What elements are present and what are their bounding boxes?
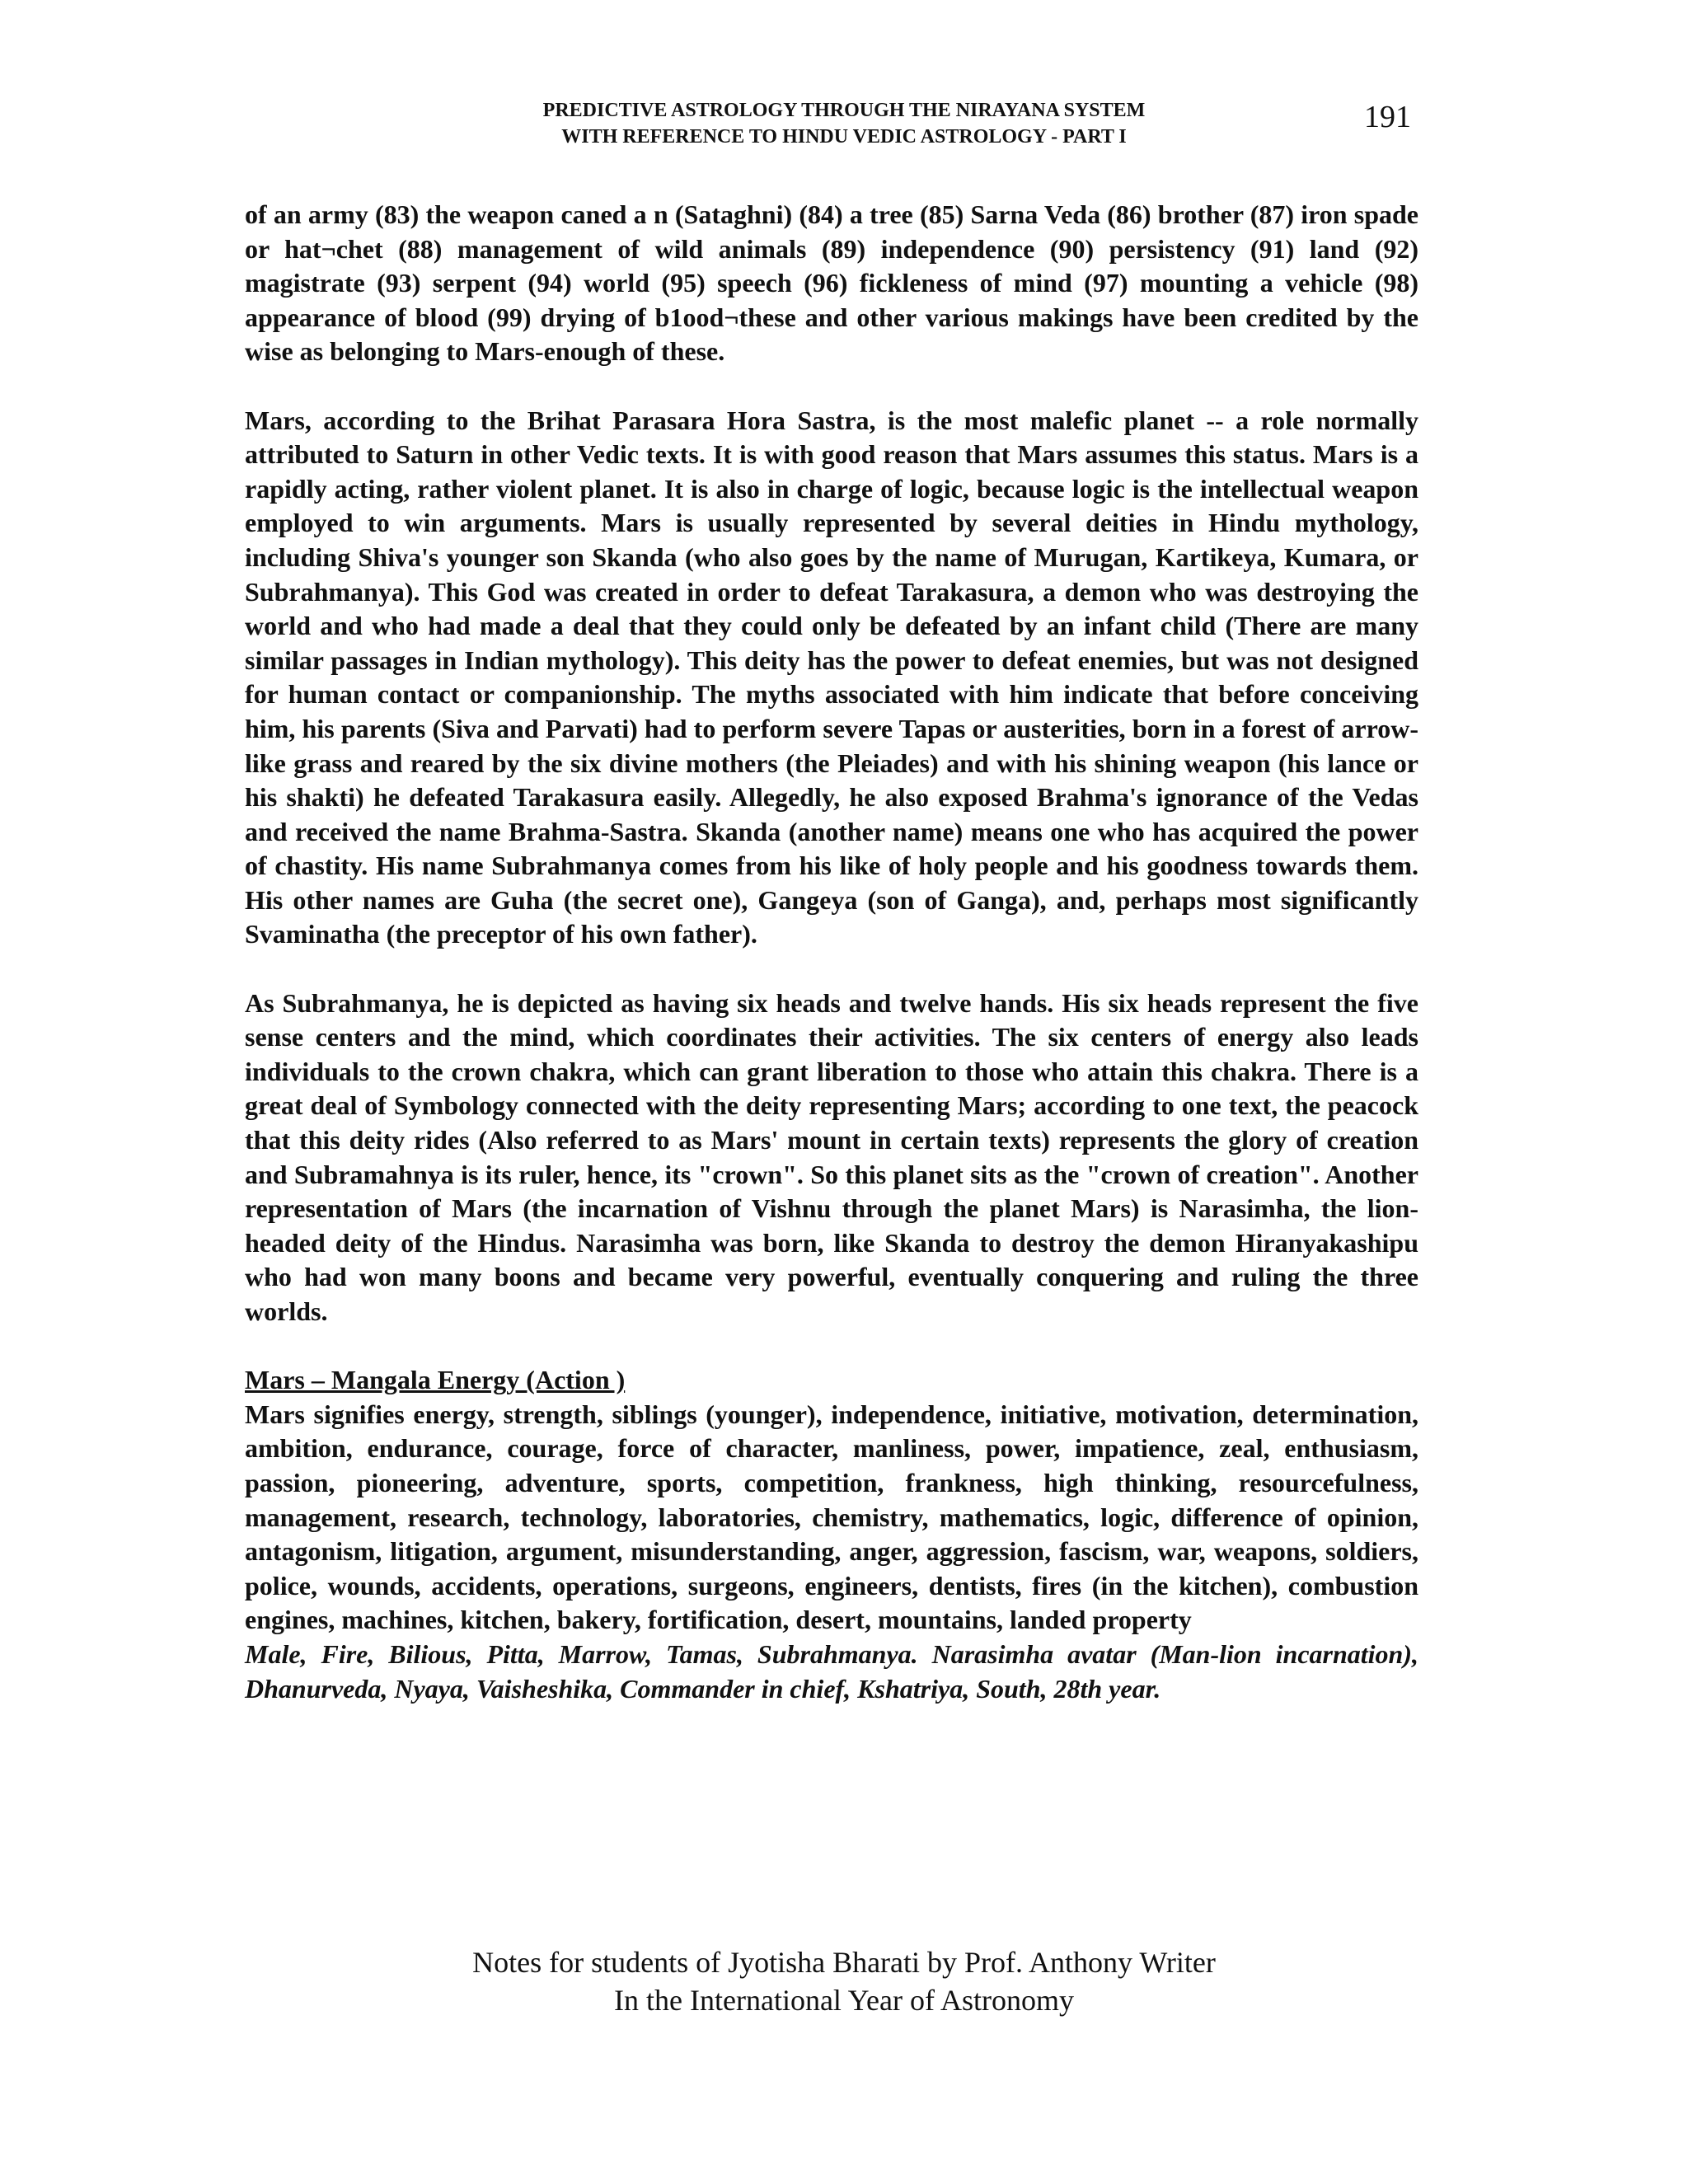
header-line-2: WITH REFERENCE TO HINDU VEDIC ASTROLOGY - PART I bbox=[561, 126, 1127, 148]
section-body: Mars signifies energy, strength, siblings (younger), independence, initiative, motivation, determination, ambition, endurance, courage, force of character, manliness, power, impatience, zeal, enthusiasm, passion, pioneering, adventure, sports, competition, frankness, high thinking, resourcefulness, management, research, technology, laboratories, chemistry, mathematics, logic, difference of opinion, antagonism, litigation, argument, misunderstanding, anger, aggression, fascism, war, weapons, soldiers, police, wounds, accidents, operations, surgeons, engineers, dentists, fires (in the kitchen), combustion engines, machines, kitchen, bakery, fortification, desert, mountains, landed property bbox=[245, 1399, 1418, 1635]
page-footer bbox=[0, 1943, 1688, 2019]
page-number: 191 bbox=[1364, 100, 1411, 134]
page-body bbox=[245, 198, 1418, 1706]
paragraph-mars-malefic: Mars, according to the Brihat Parasara Hora Sastra, is the most malefic planet -- a role normally attributed to Saturn in other Vedic texts. It is with good reason that Mars assumes this status. Mars is a rapidly acting, rather violent planet. It is also in charge of logic, because logic is the intellectual weapon employed to win arguments. Mars is usually represented by several deities in Hindu mythology, including Shiva's younger son Skanda (who also goes by the name of Murugan, Kartikeya, Kumara, or Subrahmanya). This God was created in order to defeat Tarakasura, a demon who was destroying the world and who had made a deal that they could only be defeated by an infant child (There are many similar passages in Indian mythology). This deity has the power to defeat enemies, but was not designed for human contact or companionship. The myths associated with him indicate that before conceiving him, his parents (Siva and Parvati) had to perform severe Tapas or austerities, born in a forest of arrow-like grass and reared by the six divine mothers (the Pleiades) and with his shining weapon (his lance or his shakti) he defeated Tarakasura easily. Allegedly, he also exposed Brahma's ignorance of the Vedas and received the name Brahma-Sastra. Skanda (another name) means one who has acquired the power of chastity. His name Subrahmanya comes from his like of holy people and his goodness towards them. His other names are Guha (the secret one), Gangeya (son of Ganga), and, perhaps most significantly Svaminatha (the preceptor of his own father). bbox=[245, 405, 1418, 949]
section-heading: Mars – Mangala Energy (Action ) bbox=[245, 1365, 626, 1395]
running-header bbox=[0, 97, 1688, 150]
paragraph-significations-continued: of an army (83) the weapon caned a n (Sataghni) (84) a tree (85) Sarna Veda (86) brother (87) iron spade or hat¬chet (88) management of wild animals (89) independence (90) persistency (91) land (92) magistrate (93) serpent (94) world (95) speech (96) fickleness of mind (97) mounting a vehicle (98) appearance of blood (99) drying of b1ood¬these and other various makings have been credited by the wise as belonging to Mars-enough of these. bbox=[245, 199, 1418, 367]
header-line-1: PREDICTIVE ASTROLOGY THROUGH THE NIRAYANA SYSTEM bbox=[542, 100, 1146, 121]
footer-line-2: In the International Year of Astronomy bbox=[614, 1984, 1074, 2017]
footer-line-1: Notes for students of Jyotisha Bharati by Prof. Anthony Writer bbox=[472, 1946, 1216, 1979]
paragraph-subrahmanya: As Subrahmanya, he is depicted as having six heads and twelve hands. His six heads represent the five sense centers and the mind, which coordinates their activities. The six centers of energy also leads individuals to the crown chakra, which can grant liberation to those who attain this chakra. There is a great deal of Symbology connected with the deity representing Mars; according to one text, the peacock that this deity rides (Also referred to as Mars' mount in certain texts) represents the glory of creation and Subramahnya is its ruler, hence, its "crown". So this planet sits as the "crown of creation". Another representation of Mars (the incarnation of Vishnu through the planet Mars) is Narasimha, the lion-headed deity of the Hindus. Narasimha was born, like Skanda to destroy the demon Hiranyakashipu who had won many boons and became very powerful, eventually conquering and ruling the three worlds. bbox=[245, 987, 1418, 1326]
attributes-list: Male, Fire, Bilious, Pitta, Marrow, Tamas, Subrahmanya. Narasimha avatar (Man-lion incarnation), Dhanurveda, Nyaya, Vaisheshika, Commander in chief, Kshatriya, South, 28th year. bbox=[245, 1638, 1418, 1704]
